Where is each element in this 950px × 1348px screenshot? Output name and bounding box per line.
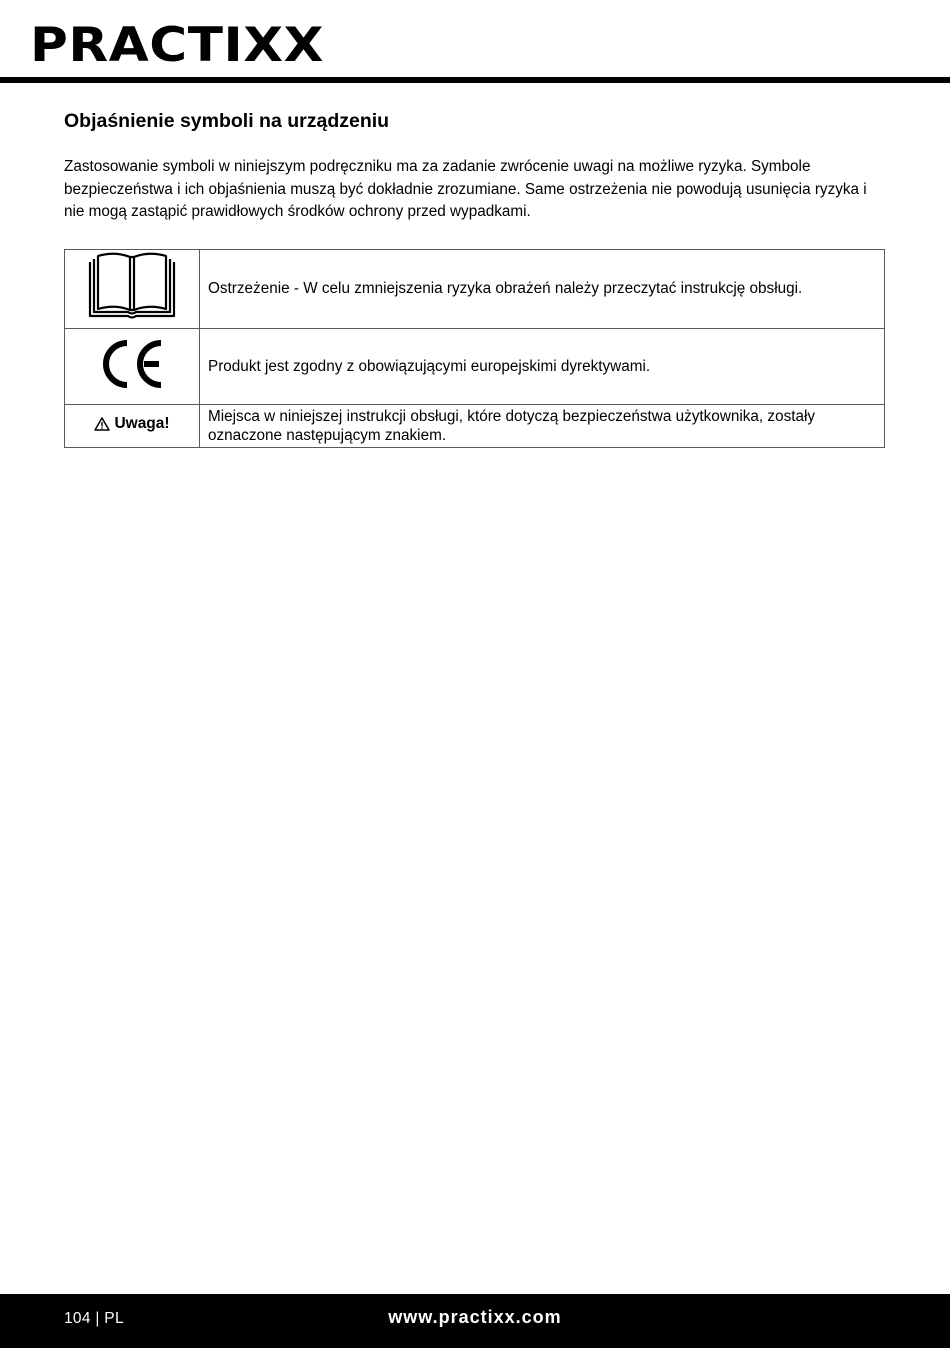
symbol-description: Ostrzeżenie - W celu zmniejszenia ryzyka obrażeń należy przeczytać instrukcję obsługi. — [200, 249, 885, 328]
symbol-cell — [65, 404, 200, 447]
warning-label-text: Uwaga! — [114, 415, 170, 432]
table-row — [65, 404, 885, 447]
table-row — [65, 249, 885, 328]
section-title: Objaśnienie symboli na urządzeniu — [64, 110, 390, 132]
symbols-table — [64, 249, 885, 448]
symbol-description: Miejsca w niniejszej instrukcji obsługi, które dotyczą bezpieczeństwa użytkownika, zostały oznaczone następującym znakiem. — [200, 404, 885, 447]
warning-label — [94, 415, 169, 433]
page-footer — [0, 1294, 950, 1348]
symbol-cell — [65, 249, 200, 328]
warning-triangle-icon — [94, 417, 110, 431]
ce-mark-icon — [97, 338, 167, 390]
page-number: 104 | PL — [64, 1310, 124, 1327]
website-link[interactable]: www.practixx.com — [388, 1307, 562, 1327]
brand-wordmark: PRACTIXX — [30, 18, 324, 73]
table-row — [65, 328, 885, 404]
practixx-logo — [28, 14, 328, 76]
intro-paragraph: Zastosowanie symboli w niniejszym podręczniku ma za zadanie zwrócenie uwagi na możliwe ryzyka. Symbole bezpieczeństwa i ich objaśnienia muszą być dokładnie zrozumiane. Same ostrzeżenia nie powodują usunięcia ryzyka i nie mogą zastąpić prawidłowych środków ochrony przed wypadkami. — [64, 158, 867, 220]
main-content — [64, 100, 886, 448]
open-book-icon — [84, 252, 180, 320]
symbol-description: Produkt jest zgodny z obowiązującymi europejskimi dyrektywami. — [200, 328, 885, 404]
symbol-cell — [65, 328, 200, 404]
page-header — [0, 0, 950, 84]
header-rule — [0, 77, 950, 83]
